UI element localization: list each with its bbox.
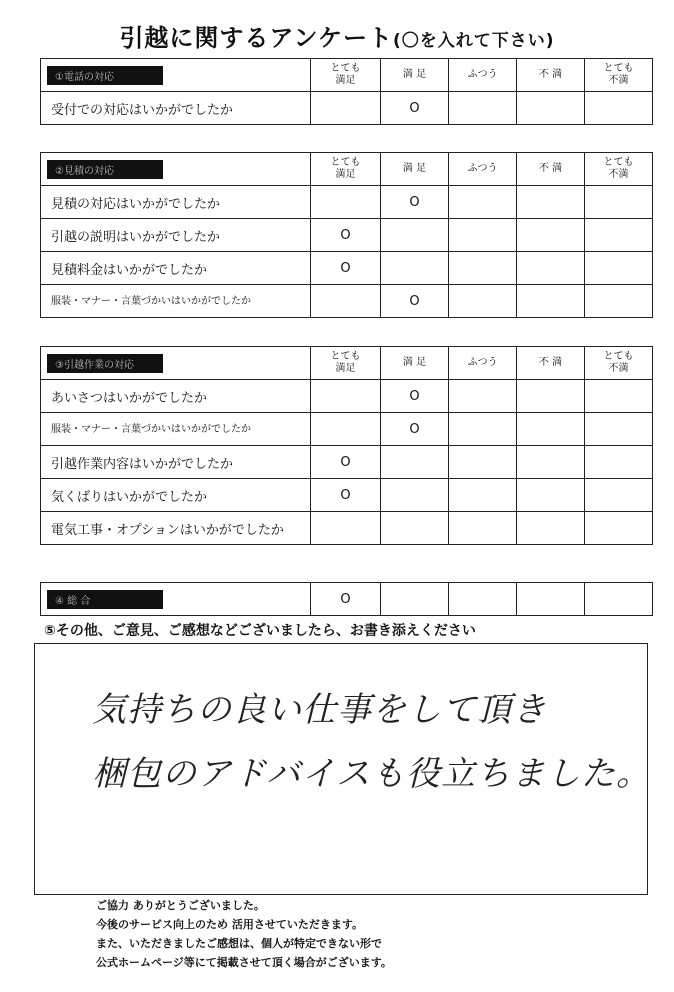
question-text: あいさつはいかがでしたか [41, 380, 311, 413]
rating-cell-2[interactable] [381, 219, 449, 252]
rating-cell-3[interactable] [449, 479, 517, 512]
overall-rating-cell-2[interactable] [381, 583, 449, 616]
rating-header-1: とても 満足 [311, 347, 381, 380]
rating-header-5: とても 不満 [585, 153, 653, 186]
question-text: 気くばりはいかがでしたか [41, 479, 311, 512]
section-label-cell [41, 347, 311, 380]
footer-line-4: 公式ホームページ等にて掲載させて頂く場合がございます。 [96, 956, 392, 969]
section-header-row [41, 153, 653, 186]
footer-line-1: ご協力 ありがとうございました。 [96, 899, 265, 912]
rating-cell-4[interactable] [517, 380, 585, 413]
rating-cell-5[interactable] [585, 512, 653, 545]
question-text: 服装・マナー・言葉づかいはいかがでしたか [41, 413, 311, 446]
rating-cell-5[interactable] [585, 413, 653, 446]
rating-cell-1[interactable] [311, 285, 381, 318]
rating-cell-3[interactable] [449, 285, 517, 318]
rating-cell-2[interactable]: O [381, 285, 449, 318]
overall-table [40, 582, 653, 616]
rating-cell-4[interactable] [517, 479, 585, 512]
overall-row [41, 583, 653, 616]
question-row [41, 479, 653, 512]
rating-header-2: 満 足 [381, 59, 449, 92]
overall-rating-cell-4[interactable] [517, 583, 585, 616]
rating-cell-1[interactable] [311, 92, 381, 125]
rating-header-4: 不 満 [517, 153, 585, 186]
section-label: ①電話の対応 [47, 66, 163, 85]
rating-cell-5[interactable] [585, 380, 653, 413]
comments-prompt: ⑤その他、ご意見、ご感想などございましたら、お書き添えください [44, 623, 476, 639]
rating-cell-5[interactable] [585, 252, 653, 285]
rating-cell-1[interactable]: O [311, 446, 381, 479]
rating-cell-5[interactable] [585, 186, 653, 219]
question-row [41, 380, 653, 413]
rating-cell-5[interactable] [585, 446, 653, 479]
title-text: 引越に関するアンケート [119, 24, 393, 52]
question-row [41, 285, 653, 318]
rating-cell-4[interactable] [517, 252, 585, 285]
rating-cell-3[interactable] [449, 186, 517, 219]
section-table-1 [40, 58, 653, 125]
rating-header-3: ふつう [449, 59, 517, 92]
rating-header-5: とても 不満 [585, 347, 653, 380]
rating-header-3: ふつう [449, 347, 517, 380]
question-row [41, 446, 653, 479]
question-row [41, 413, 653, 446]
footer-line-2: 今後のサービス向上のため 活用させていただきます。 [96, 918, 363, 931]
rating-cell-1[interactable] [311, 512, 381, 545]
footer-line-3: また、いただきましたご感想は、個人が特定できない形で [96, 937, 382, 950]
overall-label: ④ 総 合 [47, 590, 163, 609]
rating-cell-1[interactable]: O [311, 219, 381, 252]
comment-line-2: 梱包のアドバイスも役立ちました。 [92, 754, 651, 794]
section-label: ③引越作業の対応 [47, 354, 163, 373]
rating-cell-3[interactable] [449, 219, 517, 252]
rating-cell-5[interactable] [585, 285, 653, 318]
rating-cell-1[interactable]: O [311, 252, 381, 285]
rating-cell-2[interactable]: O [381, 380, 449, 413]
rating-header-4: 不 満 [517, 59, 585, 92]
comment-line-1: 気持ちの良い仕事をして頂き [92, 690, 547, 730]
rating-header-4: 不 満 [517, 347, 585, 380]
rating-cell-5[interactable] [585, 219, 653, 252]
overall-rating-cell-1[interactable]: O [311, 583, 381, 616]
section-header-row [41, 347, 653, 380]
question-text: 引越作業内容はいかがでしたか [41, 446, 311, 479]
rating-cell-3[interactable] [449, 413, 517, 446]
rating-cell-5[interactable] [585, 479, 653, 512]
rating-cell-4[interactable] [517, 285, 585, 318]
section-label-cell [41, 153, 311, 186]
section-label: ②見積の対応 [47, 160, 163, 179]
rating-cell-4[interactable] [517, 446, 585, 479]
question-row [41, 186, 653, 219]
survey-title [0, 18, 674, 53]
rating-cell-2[interactable] [381, 479, 449, 512]
rating-cell-2[interactable] [381, 446, 449, 479]
question-text: 見積の対応はいかがでしたか [41, 186, 311, 219]
section-table-2 [40, 152, 653, 318]
rating-cell-4[interactable] [517, 413, 585, 446]
overall-rating-cell-5[interactable] [585, 583, 653, 616]
rating-cell-4[interactable] [517, 512, 585, 545]
rating-header-1: とても 満足 [311, 153, 381, 186]
rating-cell-1[interactable] [311, 413, 381, 446]
rating-cell-1[interactable] [311, 380, 381, 413]
rating-cell-1[interactable]: O [311, 479, 381, 512]
rating-cell-3[interactable] [449, 92, 517, 125]
rating-cell-3[interactable] [449, 252, 517, 285]
section-header-row [41, 59, 653, 92]
question-text: 引越の説明はいかがでしたか [41, 219, 311, 252]
rating-cell-2[interactable]: O [381, 413, 449, 446]
rating-cell-3[interactable] [449, 512, 517, 545]
question-row [41, 252, 653, 285]
question-row [41, 512, 653, 545]
rating-header-2: 満 足 [381, 347, 449, 380]
question-row [41, 219, 653, 252]
question-text: 見積料金はいかがでしたか [41, 252, 311, 285]
rating-cell-4[interactable] [517, 186, 585, 219]
rating-header-1: とても 満足 [311, 59, 381, 92]
rating-cell-4[interactable] [517, 92, 585, 125]
rating-cell-2[interactable] [381, 512, 449, 545]
rating-cell-3[interactable] [449, 446, 517, 479]
question-row [41, 92, 653, 125]
section-label-cell [41, 59, 311, 92]
rating-cell-1[interactable] [311, 186, 381, 219]
rating-cell-4[interactable] [517, 219, 585, 252]
section-table-3 [40, 346, 653, 545]
rating-header-3: ふつう [449, 153, 517, 186]
rating-cell-2[interactable]: O [381, 186, 449, 219]
title-note: (〇を入れて下さい) [393, 31, 555, 51]
rating-header-2: 満 足 [381, 153, 449, 186]
question-text: 服装・マナー・言葉づかいはいかがでしたか [41, 285, 311, 318]
question-text: 受付での対応はいかがでしたか [41, 92, 311, 125]
rating-header-5: とても 不満 [585, 59, 653, 92]
footer-note [96, 896, 392, 972]
rating-cell-2[interactable]: O [381, 92, 449, 125]
question-text: 電気工事・オプションはいかがでしたか [41, 512, 311, 545]
rating-cell-5[interactable] [585, 92, 653, 125]
rating-cell-2[interactable] [381, 252, 449, 285]
overall-label-cell [41, 583, 311, 616]
overall-rating-cell-3[interactable] [449, 583, 517, 616]
rating-cell-3[interactable] [449, 380, 517, 413]
